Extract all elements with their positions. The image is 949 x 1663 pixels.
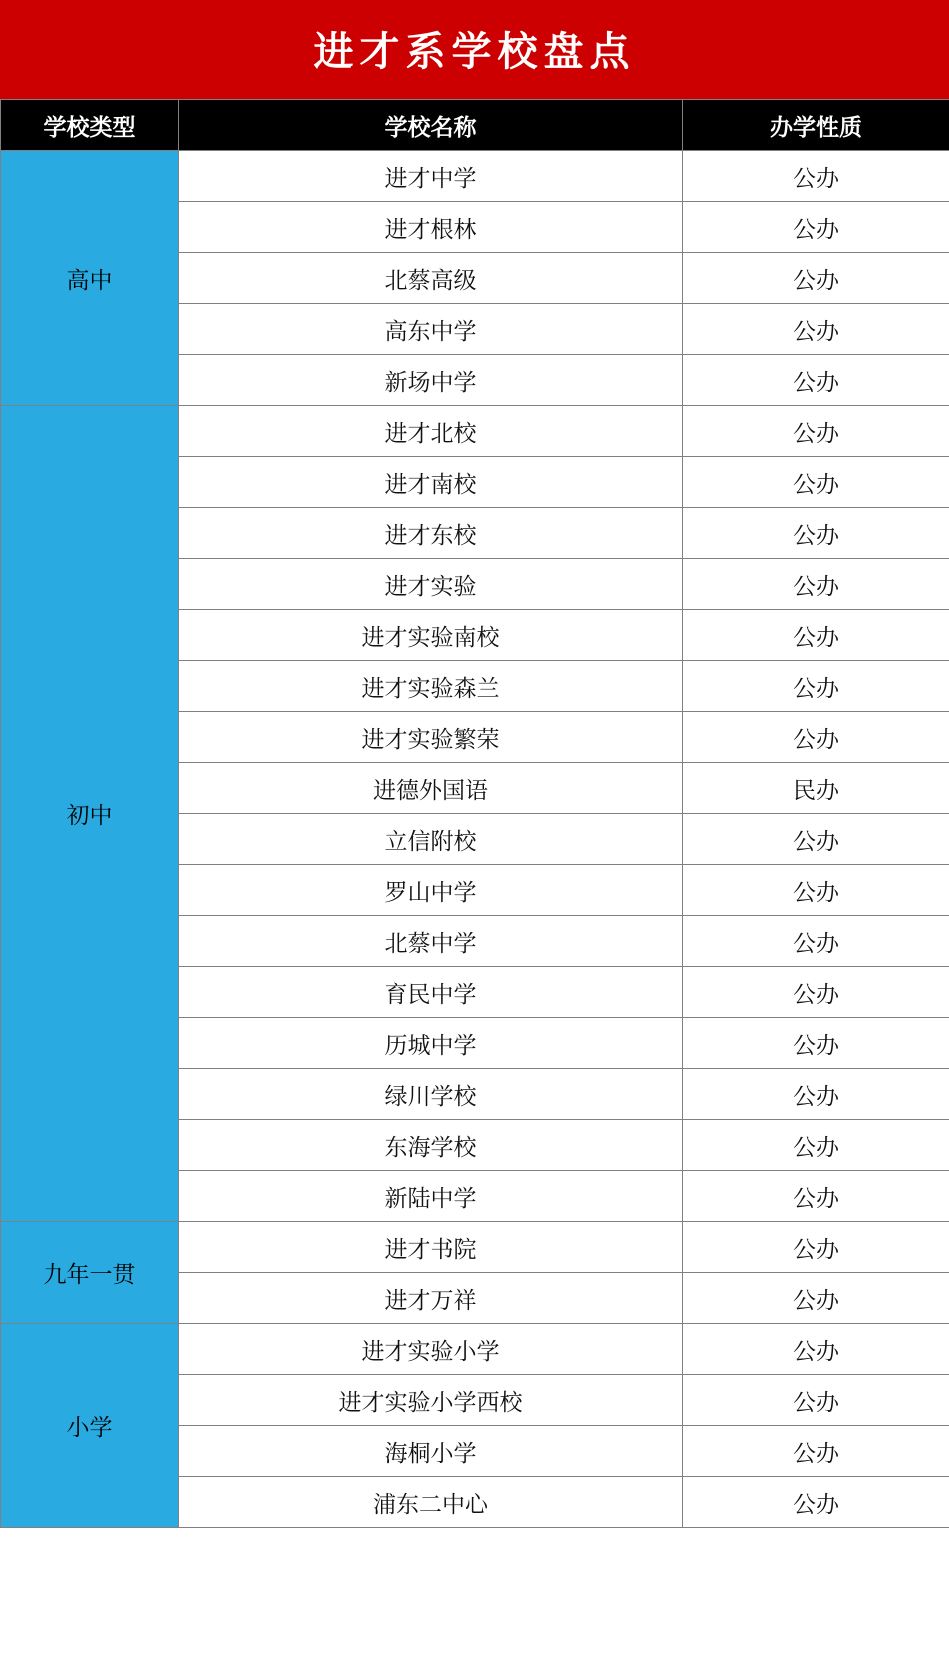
school-nature-cell: 公办 (683, 661, 949, 712)
school-nature-cell: 公办 (683, 1171, 949, 1222)
school-name-cell: 历城中学 (179, 1018, 683, 1069)
school-nature-cell: 公办 (683, 457, 949, 508)
school-nature-cell: 公办 (683, 304, 949, 355)
table-row (1, 406, 949, 457)
school-name-cell: 进才实验森兰 (179, 661, 683, 712)
school-name-cell: 进才东校 (179, 508, 683, 559)
school-type-cell: 小学 (1, 1324, 179, 1528)
table-row (1, 1222, 949, 1273)
school-name-cell: 进才实验南校 (179, 610, 683, 661)
table-row (1, 1324, 949, 1375)
table-row (1, 151, 949, 202)
school-nature-cell: 公办 (683, 1222, 949, 1273)
schools-table (0, 99, 949, 1528)
school-name-cell: 进才万祥 (179, 1273, 683, 1324)
school-name-cell: 进才中学 (179, 151, 683, 202)
school-nature-cell: 公办 (683, 712, 949, 763)
school-name-cell: 北蔡中学 (179, 916, 683, 967)
school-name-cell: 进才根林 (179, 202, 683, 253)
page-title: 进才系学校盘点 (0, 0, 949, 99)
school-nature-cell: 公办 (683, 1324, 949, 1375)
school-name-cell: 海桐小学 (179, 1426, 683, 1477)
school-name-cell: 进才南校 (179, 457, 683, 508)
school-name-cell: 进才实验繁荣 (179, 712, 683, 763)
school-nature-cell: 公办 (683, 967, 949, 1018)
table-header (1, 100, 949, 151)
school-name-cell: 新陆中学 (179, 1171, 683, 1222)
school-name-cell: 进才北校 (179, 406, 683, 457)
school-nature-cell: 公办 (683, 1018, 949, 1069)
school-name-cell: 罗山中学 (179, 865, 683, 916)
school-nature-cell: 民办 (683, 763, 949, 814)
school-name-cell: 立信附校 (179, 814, 683, 865)
school-nature-cell: 公办 (683, 1120, 949, 1171)
school-name-cell: 东海学校 (179, 1120, 683, 1171)
school-type-cell: 高中 (1, 151, 179, 406)
school-nature-cell: 公办 (683, 559, 949, 610)
school-nature-cell: 公办 (683, 916, 949, 967)
school-name-cell: 进德外国语 (179, 763, 683, 814)
school-name-cell: 进才实验小学 (179, 1324, 683, 1375)
school-name-cell: 新场中学 (179, 355, 683, 406)
column-header-type: 学校类型 (1, 100, 179, 151)
school-nature-cell: 公办 (683, 508, 949, 559)
school-name-cell: 高东中学 (179, 304, 683, 355)
school-nature-cell: 公办 (683, 1069, 949, 1120)
column-header-nature: 办学性质 (683, 100, 949, 151)
school-nature-cell: 公办 (683, 1477, 949, 1528)
school-nature-cell: 公办 (683, 202, 949, 253)
school-type-cell: 初中 (1, 406, 179, 1222)
school-nature-cell: 公办 (683, 406, 949, 457)
school-type-cell: 九年一贯 (1, 1222, 179, 1324)
school-nature-cell: 公办 (683, 610, 949, 661)
school-name-cell: 育民中学 (179, 967, 683, 1018)
school-nature-cell: 公办 (683, 151, 949, 202)
school-name-cell: 浦东二中心 (179, 1477, 683, 1528)
column-header-name: 学校名称 (179, 100, 683, 151)
school-name-cell: 进才书院 (179, 1222, 683, 1273)
school-name-cell: 绿川学校 (179, 1069, 683, 1120)
school-name-cell: 进才实验 (179, 559, 683, 610)
table-header-row (1, 100, 949, 151)
school-name-cell: 北蔡高级 (179, 253, 683, 304)
school-nature-cell: 公办 (683, 865, 949, 916)
school-name-cell: 进才实验小学西校 (179, 1375, 683, 1426)
school-nature-cell: 公办 (683, 355, 949, 406)
school-nature-cell: 公办 (683, 253, 949, 304)
table-body (1, 151, 949, 1528)
school-nature-cell: 公办 (683, 1273, 949, 1324)
school-nature-cell: 公办 (683, 814, 949, 865)
school-nature-cell: 公办 (683, 1426, 949, 1477)
school-nature-cell: 公办 (683, 1375, 949, 1426)
